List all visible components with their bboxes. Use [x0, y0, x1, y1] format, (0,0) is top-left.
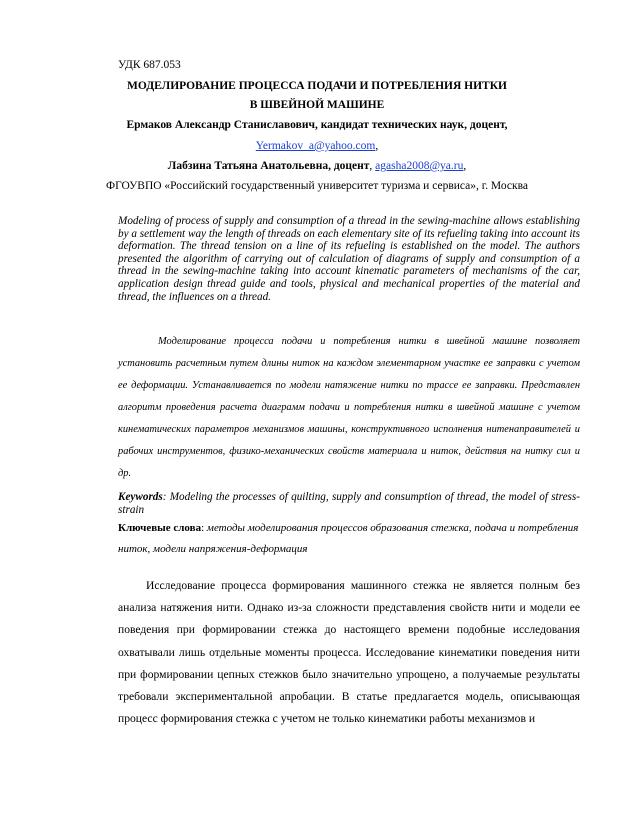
article-title-line-1: МОДЕЛИРОВАНИЕ ПРОЦЕССА ПОДАЧИ И ПОТРЕБЛЕНИЯ НИТКИ: [126, 80, 508, 92]
author-2-suffix: ,: [463, 160, 467, 172]
keywords-russian: [118, 518, 580, 560]
author-1-email-link[interactable]: Yermakov_a@yahoo.com: [255, 140, 376, 152]
author-2-email-link[interactable]: agasha2008@ya.ru: [375, 160, 464, 172]
abstract-english: Modeling of process of supply and consumption of a thread in the sewing-machine allows establishing by a settlement way the length of threads on each elementary site of its refueling taking into account its deformation. The thread tension on a line of its refueling is established on the model. The authors presented the algorithm of carrying out of calculation of diagrams of supply and consumption of a thread in the sewing-machine taking into account kinematic parameters of mechanisms of the car, application design thread guide and tools, physical and mechanical properties of the material and thread, the influences on a thread.: [118, 215, 580, 303]
author-2-line: [0, 160, 634, 172]
author-2-separator: ,: [369, 160, 376, 172]
author-1-email-line: [0, 140, 634, 152]
keywords-russian-text: методы моделирования процессов образования стежка, подача и потребления ниток, модели напряжения-деформация: [118, 522, 579, 555]
keywords-russian-colon: :: [201, 522, 207, 534]
affiliation: ФГОУВПО «Российский государственный университет туризма и сервиса», г. Москва: [106, 180, 528, 192]
article-title-line-2: В ШВЕЙНОЙ МАШИНЕ: [249, 99, 385, 111]
body-paragraph: Исследование процесса формирования машинного стежка не является полным без анализа натяжения нити. Однако из-за сложности представления свойств нити и модели ее поведения при формировании стежка до настоящего времени подобные исследования охватывали лишь отдельные моменты процесса. Исследование кинематики поведения нити при формировании цепных стежков было значительно упрощено, а получаемые результаты требовали экспериментальной апробации. В статье предлагается модель, описывающая процесс формирования стежка с учетом не только кинематики работы механизмов и: [118, 579, 580, 726]
author-1-email-suffix: ,: [375, 140, 379, 152]
keywords-english: [118, 491, 580, 516]
udk-code: УДК 687.053: [118, 59, 181, 71]
abstract-russian: Моделирование процесса подачи и потребления нитки в швейной машине позволяет установить расчетным путем длины ниток на каждом элементарном участке ее заправки с учетом ее деформации. Устанавливается по модели натяжение нитки по трассе ее заправки. Представлен алгоритм проведения расчета диаграмм подачи и потребления нитки в швейной машине с учетом кинематических параметров механизмов машины, конструктивного исполнения нитенаправителей и рабочих инструментов, физико-механических свойств материала и ниток, действия на нитку сил и др.: [118, 336, 580, 479]
author-2-name: Лабзина Татьяна Анатольевна, доцент: [167, 160, 370, 172]
keywords-english-text: : Modeling the processes of quilting, supply and consumption of thread, the model of stress-strain: [118, 491, 580, 516]
author-1-name: Ермаков Александр Станиславович, кандидат технических наук, доцент,: [126, 119, 508, 131]
keywords-russian-label: Ключевые слова: [118, 522, 202, 534]
keywords-english-label: Keywords: [118, 491, 163, 503]
